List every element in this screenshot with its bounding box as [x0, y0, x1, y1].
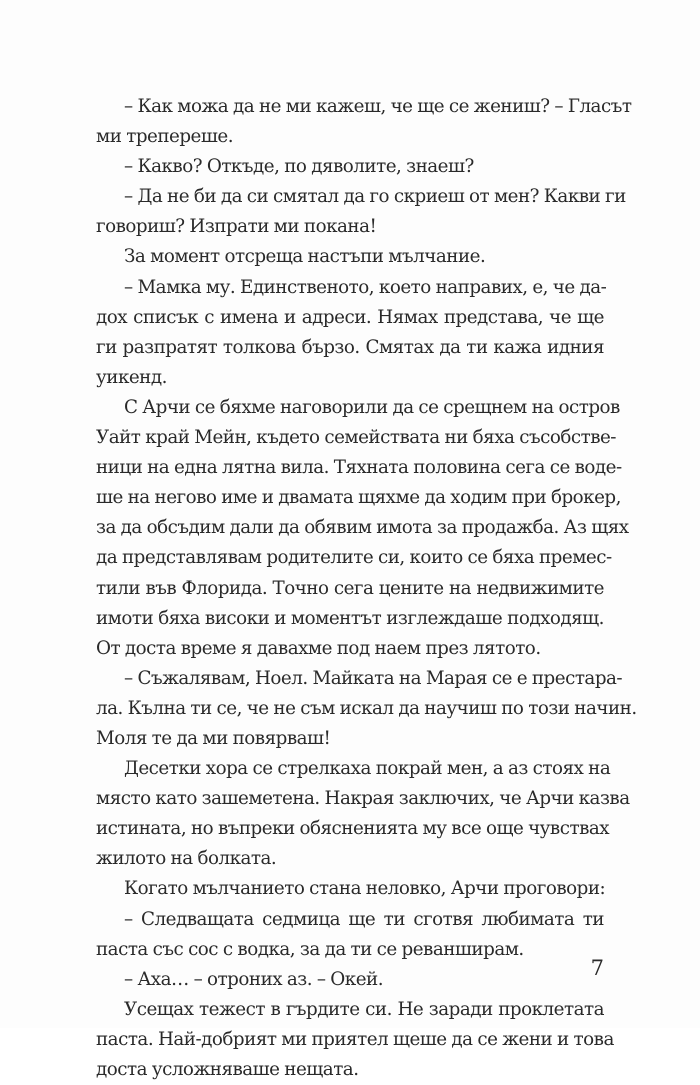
text-line: Усещах тежест в гърдите си. Не заради проклетата [124, 998, 604, 1020]
text-line: имоти бяха високи и моментът изглеждаше подходящ. [96, 607, 604, 629]
text-line: ла. Кълна ти се, че не съм искал да научиш по този начин. [96, 697, 637, 719]
text-line: за да обсъдим дали да обявим имота за продажба. Аз щях [96, 517, 629, 539]
text-line: – Да не би да си смятал да го скриеш от мен? Какви ги [124, 186, 626, 208]
text-line: дох списък с имена и адреси. Нямах представа, че ще [96, 306, 604, 328]
text-line: паста. Най-добрият ми приятел щеше да се жени и това [96, 1028, 614, 1050]
text-line: – Съжалявам, Ноел. Майката на Марая се е престара- [124, 667, 623, 689]
text-line: Когато мълчанието стана неловко, Арчи проговори: [124, 878, 606, 900]
text-line: тили във Флорида. Точно сега цените на недвижимите [96, 577, 604, 599]
text-line: доста усложняваше нещата. [96, 1059, 359, 1080]
text-line: говориш? Изпрати ми покана! [96, 216, 377, 238]
text-line: За момент отсреща настъпи мълчание. [124, 246, 486, 268]
text-line: уикенд. [96, 366, 167, 388]
text-line: ми трепереше. [96, 126, 234, 148]
text-line: С Арчи се бяхме наговорили да се срещнем на остров [124, 396, 620, 418]
text-line: място като зашеметена. Накрая заключих, че Арчи казва [96, 788, 630, 810]
text-line: ници на една лятна вила. Тяхната половина сега се воде- [96, 457, 622, 479]
text-line: – Аха… – отроних аз. – Окей. [124, 968, 384, 990]
text-line: – Следващата седмица ще ти сготвя любимата ти [124, 908, 604, 930]
text-line: От доста време я давахме под наем през лятото. [96, 637, 541, 659]
text-line: ги разпратят толкова бързо. Смятах да ти кажа идния [96, 336, 604, 358]
text-line: да представлявам родителите си, които се бяха премес- [96, 547, 612, 569]
text-line: истината, но въпреки обясненията му все още чувствах [96, 818, 610, 840]
text-line: жилото на болката. [96, 848, 277, 870]
text-line: Десетки хора се стрелкаха покрай мен, а аз стоях на [124, 758, 611, 780]
text-line: – Какво? Откъде, по дяволите, знаеш? [124, 156, 474, 178]
page-number: 7 [590, 956, 604, 980]
text-line: Уайт край Мейн, където семействата ни бяха съсобстве- [96, 427, 616, 449]
text-line: – Мамка му. Единственото, което направих, е, че да- [124, 276, 607, 298]
text-line: ше на негово име и двамата щяхме да ходим при брокер, [96, 487, 621, 509]
text-line: – Как можа да не ми кажеш, че ще се жениш? – Гласът [124, 96, 632, 117]
text-line: Моля те да ми повярваш! [96, 727, 331, 749]
body-text [96, 92, 637, 1085]
text-line: паста със сос с водка, за да ти се реванширам. [96, 938, 524, 960]
